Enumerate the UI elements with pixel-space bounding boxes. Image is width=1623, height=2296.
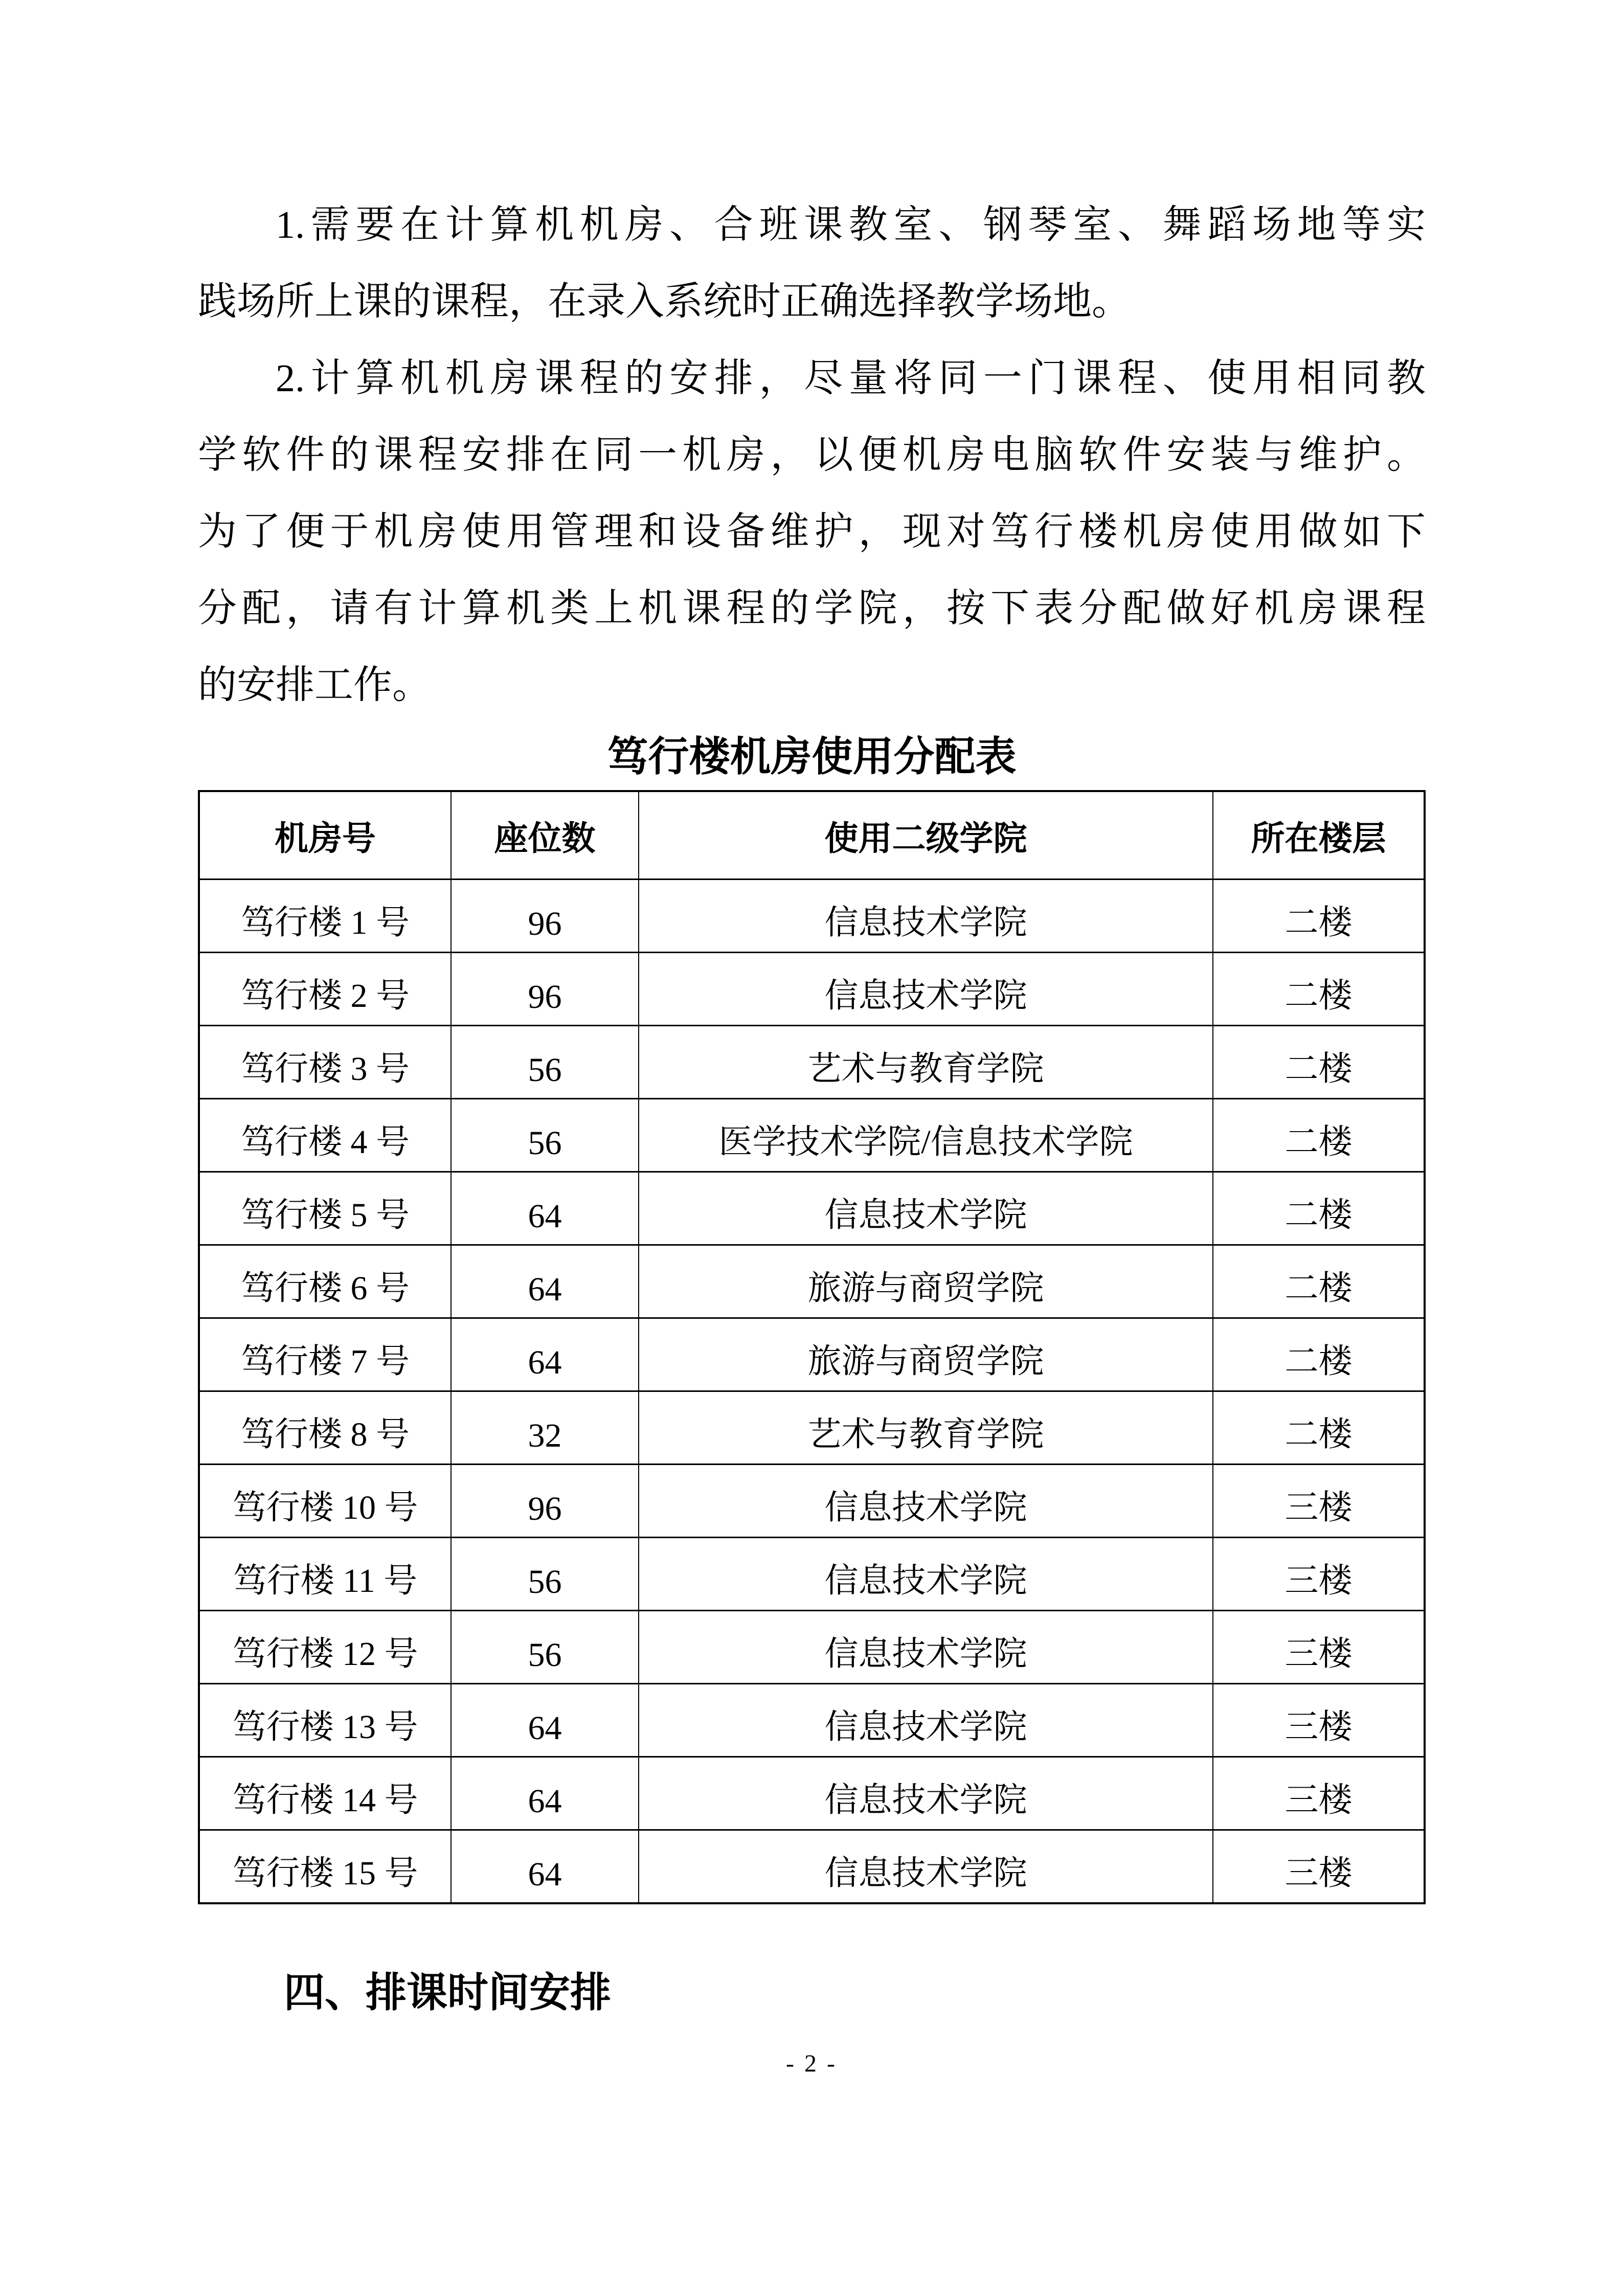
table-cell: 56 [452, 1026, 639, 1099]
table-cell: 旅游与商贸学院 [639, 1246, 1213, 1319]
table-cell: 64 [452, 1173, 639, 1246]
table-cell: 艺术与教育学院 [639, 1026, 1213, 1099]
table-cell: 笃行楼 3 号 [200, 1026, 452, 1099]
table-cell: 二楼 [1213, 1319, 1424, 1392]
table-cell: 信息技术学院 [639, 1684, 1213, 1758]
paragraph-2-line: 分配，请有计算机类上机课程的学院，按下表分配做好机房课程 [198, 587, 1426, 630]
table-cell: 信息技术学院 [639, 1538, 1213, 1611]
table-cell: 三楼 [1213, 1538, 1424, 1611]
table-cell: 二楼 [1213, 1026, 1424, 1099]
table-cell: 笃行楼 6 号 [200, 1246, 452, 1319]
table-cell: 三楼 [1213, 1465, 1424, 1538]
paragraph-2-line: 为了便于机房使用管理和设备维护，现对笃行楼机房使用做如下 [198, 510, 1426, 553]
table-cell: 信息技术学院 [639, 1465, 1213, 1538]
table-cell: 笃行楼 11 号 [200, 1538, 452, 1611]
table-cell: 笃行楼 13 号 [200, 1684, 452, 1758]
table-cell: 64 [452, 1246, 639, 1319]
page-number: - 2 - [786, 2050, 837, 2077]
table-cell: 二楼 [1213, 1099, 1424, 1173]
table-title: 笃行楼机房使用分配表 [607, 734, 1017, 779]
paragraph-1-line: 践场所上课的课程，在录入系统时正确选择教学场地。 [198, 280, 1131, 323]
table-cell: 笃行楼 8 号 [200, 1392, 452, 1465]
column-header: 座位数 [452, 792, 639, 880]
table-cell: 二楼 [1213, 1392, 1424, 1465]
table-cell: 笃行楼 15 号 [200, 1831, 452, 1902]
table-cell: 二楼 [1213, 880, 1424, 953]
table-cell: 二楼 [1213, 1246, 1424, 1319]
table-cell: 信息技术学院 [639, 1173, 1213, 1246]
table-cell: 64 [452, 1684, 639, 1758]
table-cell: 信息技术学院 [639, 1831, 1213, 1902]
table-cell: 64 [452, 1831, 639, 1902]
table-cell: 64 [452, 1758, 639, 1831]
table-cell: 96 [452, 880, 639, 953]
table-cell: 信息技术学院 [639, 880, 1213, 953]
table-cell: 56 [452, 1538, 639, 1611]
table-cell: 信息技术学院 [639, 1758, 1213, 1831]
paragraph-1-line: 1.需要在计算机机房、合班课教室、钢琴室、舞蹈场地等实 [276, 204, 1426, 246]
body-paragraphs [198, 187, 1426, 724]
table-cell: 三楼 [1213, 1684, 1424, 1758]
table-cell: 旅游与商贸学院 [639, 1319, 1213, 1392]
table-cell: 三楼 [1213, 1611, 1424, 1684]
table-cell: 信息技术学院 [639, 953, 1213, 1026]
column-header: 使用二级学院 [639, 792, 1213, 880]
paragraph-2-line: 的安排工作。 [198, 664, 431, 707]
column-header: 机房号 [200, 792, 452, 880]
table-cell: 二楼 [1213, 953, 1424, 1026]
room-allocation-table [198, 790, 1426, 1904]
table-cell: 32 [452, 1392, 639, 1465]
table-cell: 三楼 [1284, 1855, 1352, 1892]
table-cell: 艺术与教育学院 [639, 1392, 1213, 1465]
table-cell: 笃行楼 7 号 [200, 1319, 452, 1392]
table-cell: 56 [452, 1099, 639, 1173]
table-cell: 笃行楼 1 号 [200, 880, 452, 953]
table-cell: 笃行楼 4 号 [200, 1099, 452, 1173]
table-cell: 信息技术学院 [639, 1611, 1213, 1684]
table-cell: 笃行楼 10 号 [200, 1465, 452, 1538]
table-cell: 96 [452, 953, 639, 1026]
content-area [198, 187, 1426, 2021]
paragraph-2-line: 2.计算机机房课程的安排，尽量将同一门课程、使用相同教 [276, 357, 1426, 400]
table-cell: 笃行楼 5 号 [200, 1173, 452, 1246]
table-cell: 64 [452, 1319, 639, 1392]
table-cell: 二楼 [1213, 1173, 1424, 1246]
table-cell: 笃行楼 12 号 [200, 1611, 452, 1684]
section-heading: 四、排课时间安排 [284, 1970, 611, 2015]
table-cell: 56 [452, 1611, 639, 1684]
table-cell: 医学技术学院/信息技术学院 [639, 1099, 1213, 1173]
paragraph-2-line: 学软件的课程安排在同一机房，以便机房电脑软件安装与维护。 [198, 434, 1426, 477]
column-header: 所在楼层 [1213, 792, 1424, 880]
table-cell: 笃行楼 2 号 [200, 953, 452, 1026]
table-cell: 笃行楼 14 号 [200, 1758, 452, 1831]
table-cell: 96 [452, 1465, 639, 1538]
table-cell: 三楼 [1213, 1758, 1424, 1831]
